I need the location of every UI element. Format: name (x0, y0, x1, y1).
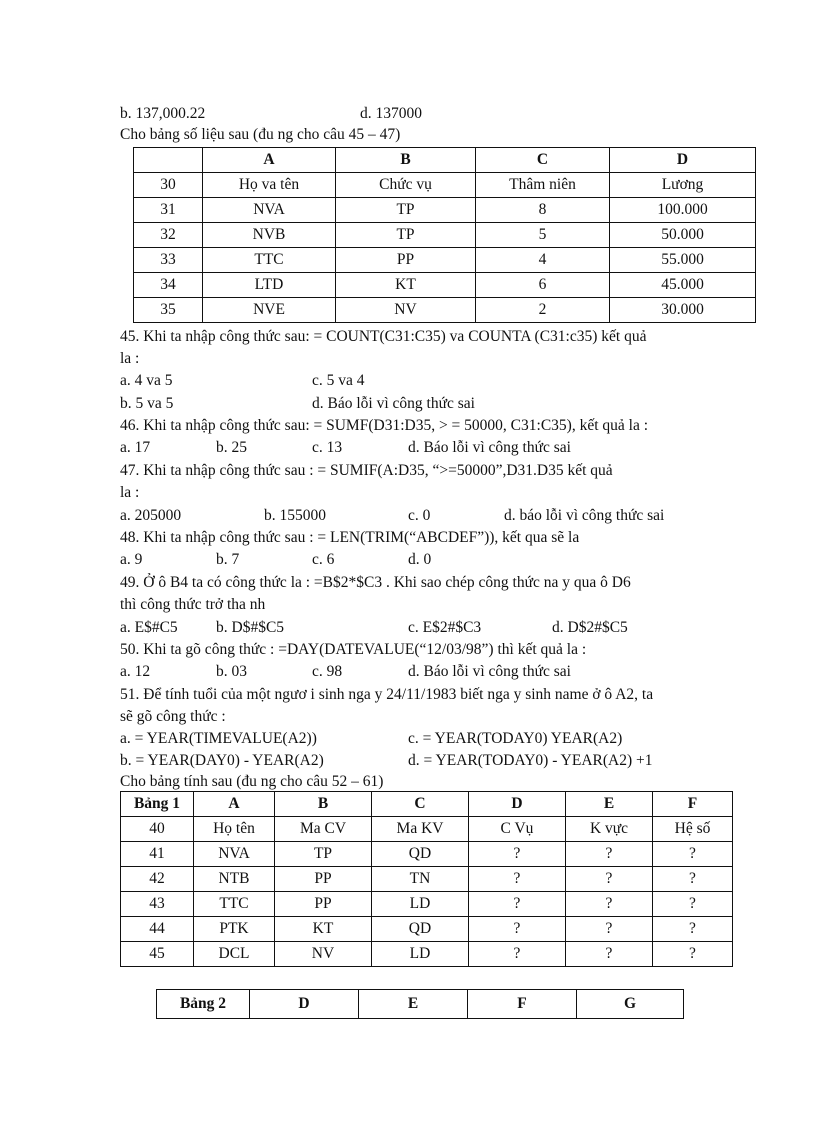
table-row (134, 173, 756, 198)
header-cell: G (577, 990, 684, 1019)
question-48: 48. Khi ta nhập công thức sau : = LEN(TRIM(“ABCDEF”)), kết qua sẽ la (120, 529, 580, 546)
cell: 55.000 (610, 248, 756, 273)
cell: K vực (566, 817, 653, 842)
cell: PP (275, 867, 372, 892)
q45-option-a: a. 4 va 5 (120, 372, 173, 389)
cell: QD (372, 917, 469, 942)
table-row (121, 817, 733, 842)
q46-option-c: c. 13 (312, 439, 343, 456)
header-cell: B (275, 792, 372, 817)
cell: ? (469, 942, 566, 967)
cell: PP (336, 248, 476, 273)
q47-option-c: c. 0 (408, 507, 431, 524)
cell: TN (372, 867, 469, 892)
cell: 30 (134, 173, 203, 198)
cell: 45.000 (610, 273, 756, 298)
cell: TP (336, 198, 476, 223)
q51-option-d: d. = YEAR(TODAY0) - YEAR(A2) +1 (408, 752, 653, 769)
cell: 42 (121, 867, 194, 892)
q47-option-d: d. báo lỗi vì công thức sai (504, 507, 665, 524)
table-header-row (134, 148, 756, 173)
cell: Ma KV (372, 817, 469, 842)
cell: 43 (121, 892, 194, 917)
cell: ? (566, 892, 653, 917)
table-3 (156, 989, 684, 1019)
q49-option-d: d. D$2#$C5 (552, 619, 628, 636)
question-51: 51. Để tính tuổi của một ngươ i sinh nga y 24/11/1983 biết nga y sinh name ở ô A2, ta (120, 686, 654, 703)
cell: 2 (476, 298, 610, 323)
header-cell: C (372, 792, 469, 817)
cell: Chức vụ (336, 173, 476, 198)
cell: LD (372, 942, 469, 967)
header-cell: A (203, 148, 336, 173)
cell: C Vụ (469, 817, 566, 842)
question-46: 46. Khi ta nhập công thức sau: = SUMF(D31:D35, > = 50000, C31:C35), kết quả la : (120, 417, 648, 434)
cell: 50.000 (610, 223, 756, 248)
option-d-prev: d. 137000 (360, 105, 422, 122)
cell: ? (653, 942, 733, 967)
cell: KT (275, 917, 372, 942)
table-row (121, 867, 733, 892)
cell: ? (653, 842, 733, 867)
cell: ? (566, 842, 653, 867)
q46-option-d: d. Báo lỗi vì công thức sai (408, 439, 571, 456)
cell: KT (336, 273, 476, 298)
header-cell: E (566, 792, 653, 817)
table-row (134, 298, 756, 323)
cell: 45 (121, 942, 194, 967)
question-45-cont: la : (120, 350, 140, 367)
cell: 31 (134, 198, 203, 223)
header-cell: Bảng 2 (157, 990, 250, 1019)
cell: Họ va tên (203, 173, 336, 198)
cell: 5 (476, 223, 610, 248)
cell: QD (372, 842, 469, 867)
q50-option-b: b. 03 (216, 663, 247, 680)
header-cell: D (469, 792, 566, 817)
cell: ? (566, 867, 653, 892)
cell: TP (275, 842, 372, 867)
cell: 6 (476, 273, 610, 298)
cell: TP (336, 223, 476, 248)
table-row (121, 917, 733, 942)
header-cell: B (336, 148, 476, 173)
cell: ? (469, 867, 566, 892)
question-49: 49. Ở ô B4 ta có công thức la : =B$2*$C3 . Khi sao chép công thức na y qua ô D6 (120, 574, 631, 591)
table-row (134, 248, 756, 273)
cell: 41 (121, 842, 194, 867)
cell: ? (653, 917, 733, 942)
q45-option-c: c. 5 va 4 (312, 372, 365, 389)
cell: 44 (121, 917, 194, 942)
cell: LTD (203, 273, 336, 298)
table-row (134, 198, 756, 223)
q45-option-d: d. Báo lỗi vì công thức sai (312, 395, 475, 412)
cell: NVE (203, 298, 336, 323)
header-cell: F (468, 990, 577, 1019)
cell: 8 (476, 198, 610, 223)
header-cell: E (359, 990, 468, 1019)
question-47: 47. Khi ta nhập công thức sau : = SUMIF(A:D35, “>=50000”,D31.D35 kết quả (120, 462, 613, 479)
cell: 40 (121, 817, 194, 842)
cell: NV (336, 298, 476, 323)
question-45: 45. Khi ta nhập công thức sau: = COUNT(C31:C35) va COUNTA (C31:c35) kết quả (120, 328, 647, 345)
cell: 35 (134, 298, 203, 323)
cell: NTB (194, 867, 275, 892)
cell: TTC (203, 248, 336, 273)
q48-option-a: a. 9 (120, 551, 143, 568)
intro-table2: Cho bảng tính sau (đu ng cho câu 52 – 61) (120, 773, 384, 790)
header-cell: D (250, 990, 359, 1019)
table-row (121, 842, 733, 867)
cell: ? (469, 842, 566, 867)
cell: ? (653, 892, 733, 917)
table-header-row (121, 792, 733, 817)
question-51-cont: sẽ gõ công thức : (120, 708, 226, 725)
q48-option-c: c. 6 (312, 551, 335, 568)
cell: ? (566, 917, 653, 942)
q48-option-b: b. 7 (216, 551, 240, 568)
header-cell: Bảng 1 (121, 792, 194, 817)
cell: NVB (203, 223, 336, 248)
q48-option-d: d. 0 (408, 551, 432, 568)
q49-option-a: a. E$#C5 (120, 619, 178, 636)
cell: 34 (134, 273, 203, 298)
header-cell: A (194, 792, 275, 817)
cell: Ma CV (275, 817, 372, 842)
cell: NV (275, 942, 372, 967)
cell: Họ tên (194, 817, 275, 842)
cell: NVA (203, 198, 336, 223)
q50-option-d: d. Báo lỗi vì công thức sai (408, 663, 571, 680)
cell: ? (566, 942, 653, 967)
cell: PP (275, 892, 372, 917)
cell: Hệ số (653, 817, 733, 842)
table-2 (120, 791, 733, 967)
q47-option-b: b. 155000 (264, 507, 326, 524)
q49-option-c: c. E$2#$C3 (408, 619, 482, 636)
table-header-row (157, 990, 684, 1019)
cell: TTC (194, 892, 275, 917)
cell: PTK (194, 917, 275, 942)
header-cell: F (653, 792, 733, 817)
question-47-cont: la : (120, 484, 140, 501)
table-row (121, 892, 733, 917)
cell: 30.000 (610, 298, 756, 323)
cell: 100.000 (610, 198, 756, 223)
intro-table1: Cho bảng số liệu sau (đu ng cho câu 45 – 47) (120, 126, 401, 143)
q51-option-b: b. = YEAR(DAY0) - YEAR(A2) (120, 752, 324, 769)
table-row (134, 273, 756, 298)
cell: ? (469, 917, 566, 942)
q51-option-c: c. = YEAR(TODAY0) YEAR(A2) (408, 730, 623, 747)
q50-option-c: c. 98 (312, 663, 343, 680)
table-row (121, 942, 733, 967)
cell: DCL (194, 942, 275, 967)
cell: LD (372, 892, 469, 917)
header-cell (134, 148, 203, 173)
q46-option-a: a. 17 (120, 439, 151, 456)
q45-option-b: b. 5 va 5 (120, 395, 174, 412)
q51-option-a: a. = YEAR(TIMEVALUE(A2)) (120, 730, 317, 747)
table-1 (133, 147, 756, 323)
header-cell: D (610, 148, 756, 173)
q46-option-b: b. 25 (216, 439, 247, 456)
cell: Thâm niên (476, 173, 610, 198)
q47-option-a: a. 205000 (120, 507, 182, 524)
cell: NVA (194, 842, 275, 867)
q50-option-a: a. 12 (120, 663, 151, 680)
question-49-cont: thì công thức trở tha nh (120, 596, 266, 613)
table-row (134, 223, 756, 248)
question-50: 50. Khi ta gõ công thức : =DAY(DATEVALUE(“12/03/98”) thì kết quả la : (120, 641, 587, 658)
cell: 32 (134, 223, 203, 248)
option-b-prev: b. 137,000.22 (120, 105, 206, 122)
q49-option-b: b. D$#$C5 (216, 619, 285, 636)
header-cell: C (476, 148, 610, 173)
cell: ? (469, 892, 566, 917)
cell: 33 (134, 248, 203, 273)
cell: ? (653, 867, 733, 892)
cell: 4 (476, 248, 610, 273)
cell: Lương (610, 173, 756, 198)
